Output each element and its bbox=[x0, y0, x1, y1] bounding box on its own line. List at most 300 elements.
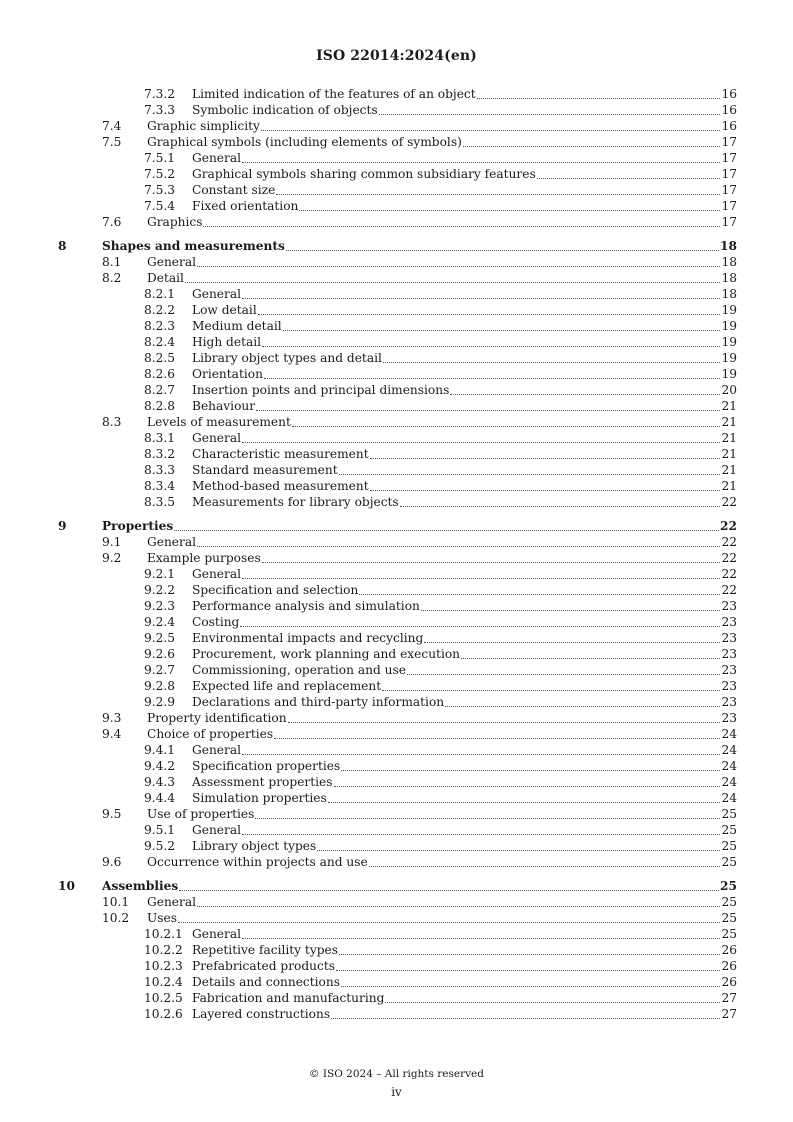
toc-entry-page: 21 bbox=[721, 399, 737, 413]
dot-leader bbox=[242, 834, 720, 835]
toc-entry[interactable] bbox=[0, 134, 793, 150]
toc-entry-title: Specification properties bbox=[192, 759, 341, 773]
toc-entry-page: 24 bbox=[721, 759, 737, 773]
toc-entry-title-line bbox=[192, 662, 737, 678]
toc-entry-number: 7.6 bbox=[102, 215, 122, 229]
toc-entry-number: 8 bbox=[58, 239, 67, 253]
toc-entry-page: 18 bbox=[720, 239, 737, 253]
dot-leader bbox=[262, 346, 720, 347]
dot-leader bbox=[274, 738, 720, 739]
toc-entry-page: 19 bbox=[721, 303, 737, 317]
toc-entry-number: 9.2.4 bbox=[144, 615, 176, 629]
toc-entry[interactable] bbox=[0, 910, 793, 926]
toc-entry[interactable] bbox=[0, 86, 793, 102]
toc-entry-page: 16 bbox=[721, 103, 737, 117]
toc-entry-page: 19 bbox=[721, 367, 737, 381]
toc-entry-title-line bbox=[102, 238, 737, 254]
dot-leader bbox=[178, 922, 720, 923]
toc-entry-title: Uses bbox=[147, 911, 177, 925]
dot-leader bbox=[174, 530, 719, 531]
toc-entry-title: Use of properties bbox=[147, 807, 255, 821]
toc-entry-number: 8.3 bbox=[102, 415, 122, 429]
toc-entry-page: 17 bbox=[721, 167, 737, 181]
toc-entry-title-line bbox=[192, 318, 737, 334]
toc-entry-page: 22 bbox=[721, 567, 737, 581]
toc-entry-number: 10.2.3 bbox=[144, 959, 183, 973]
toc-entry-title-line bbox=[192, 86, 737, 102]
toc-entry[interactable] bbox=[0, 302, 793, 318]
toc-entry-title-line bbox=[192, 398, 737, 414]
toc-entry-page: 25 bbox=[721, 911, 737, 925]
dot-leader bbox=[370, 490, 721, 491]
toc-entry-page: 22 bbox=[721, 495, 737, 509]
toc-entry-title: General bbox=[192, 287, 241, 301]
dot-leader bbox=[283, 330, 721, 331]
toc-entry-title: Occurrence within projects and use bbox=[147, 855, 368, 869]
toc-entry-number: 9.4.3 bbox=[144, 775, 176, 789]
toc-entry-title: Performance analysis and simulation bbox=[192, 599, 420, 613]
toc-entry-title-line bbox=[192, 366, 737, 382]
toc-entry-page: 25 bbox=[721, 839, 737, 853]
dot-leader bbox=[255, 818, 720, 819]
toc-entry-number: 10.2.5 bbox=[144, 991, 183, 1005]
toc-entry-number: 9.2.5 bbox=[144, 631, 176, 645]
toc-entry-title-line bbox=[147, 534, 737, 550]
toc-entry-page: 21 bbox=[721, 479, 737, 493]
toc-entry-page: 16 bbox=[721, 87, 737, 101]
toc-entry-number: 8.2.2 bbox=[144, 303, 176, 317]
toc-entry-title: Constant size bbox=[192, 183, 276, 197]
toc-entry-page: 25 bbox=[721, 807, 737, 821]
dot-leader bbox=[240, 626, 720, 627]
dot-leader bbox=[185, 282, 721, 283]
toc-entry-title: Characteristic measurement bbox=[192, 447, 369, 461]
toc-entry-page: 24 bbox=[721, 727, 737, 741]
toc-entry-page: 24 bbox=[721, 775, 737, 789]
toc-chapter-entry[interactable] bbox=[0, 238, 793, 254]
toc-entry-title-line bbox=[192, 334, 737, 350]
toc-entry-page: 26 bbox=[721, 943, 737, 957]
toc-entry-title: Standard measurement bbox=[192, 463, 338, 477]
toc-entry-title: Graphical symbols (including elements of symbols) bbox=[147, 135, 462, 149]
toc-entry-title: Library object types and detail bbox=[192, 351, 382, 365]
toc-entry[interactable] bbox=[0, 598, 793, 614]
toc-entry-title: Properties bbox=[102, 519, 174, 533]
toc-entry-number: 8.2 bbox=[102, 271, 122, 285]
toc-entry-number: 9.2.9 bbox=[144, 695, 176, 709]
toc-entry-title: General bbox=[147, 895, 196, 909]
dot-leader bbox=[264, 378, 721, 379]
toc-entry-number: 9.2.3 bbox=[144, 599, 176, 613]
toc-entry-page: 21 bbox=[721, 431, 737, 445]
dot-leader bbox=[445, 706, 720, 707]
toc-entry-page: 22 bbox=[721, 551, 737, 565]
toc-entry-title-line bbox=[192, 990, 737, 1006]
toc-entry-title-line bbox=[147, 118, 737, 134]
toc-entry[interactable] bbox=[0, 990, 793, 1006]
dot-leader bbox=[276, 194, 720, 195]
toc-entry[interactable] bbox=[0, 462, 793, 478]
toc-entry-page: 18 bbox=[721, 255, 737, 269]
toc-entry[interactable] bbox=[0, 334, 793, 350]
toc-entry-title-line bbox=[147, 894, 737, 910]
toc-entry[interactable] bbox=[0, 926, 793, 942]
toc-entry-page: 25 bbox=[721, 927, 737, 941]
toc-entry-title: Measurements for library objects bbox=[192, 495, 399, 509]
toc-entry[interactable] bbox=[0, 102, 793, 118]
toc-entry-title: Method-based measurement bbox=[192, 479, 369, 493]
toc-entry[interactable] bbox=[0, 630, 793, 646]
toc-entry-title-line bbox=[192, 974, 737, 990]
dot-leader bbox=[359, 594, 720, 595]
toc-entry[interactable] bbox=[0, 254, 793, 270]
toc-entry-title: Simulation properties bbox=[192, 791, 327, 805]
dot-leader bbox=[261, 130, 721, 131]
toc-entry[interactable] bbox=[0, 790, 793, 806]
toc-entry-number: 8.2.1 bbox=[144, 287, 176, 301]
toc-entry-number: 9.4.2 bbox=[144, 759, 176, 773]
dot-leader bbox=[288, 722, 721, 723]
toc-entry[interactable] bbox=[0, 150, 793, 166]
toc-entry-number: 10.2.1 bbox=[144, 927, 183, 941]
toc-entry-page: 23 bbox=[721, 599, 737, 613]
toc-entry-title: Limited indication of the features of an object bbox=[192, 87, 476, 101]
toc-entry-title: Commissioning, operation and use bbox=[192, 663, 406, 677]
dot-leader bbox=[450, 394, 720, 395]
toc-entry-title-line bbox=[147, 854, 737, 870]
toc-entry[interactable] bbox=[0, 710, 793, 726]
toc-entry-page: 26 bbox=[721, 959, 737, 973]
toc-entry-title: General bbox=[192, 823, 241, 837]
toc-entry[interactable] bbox=[0, 758, 793, 774]
toc-entry-title: Orientation bbox=[192, 367, 263, 381]
dot-leader bbox=[383, 362, 721, 363]
toc-entry-title: General bbox=[147, 255, 196, 269]
toc-entry-title: Graphics bbox=[147, 215, 203, 229]
toc-entry-title-line bbox=[192, 678, 737, 694]
dot-leader bbox=[242, 754, 720, 755]
toc-entry-page: 18 bbox=[721, 287, 737, 301]
dot-leader bbox=[341, 986, 720, 987]
toc-entry[interactable] bbox=[0, 774, 793, 790]
toc-entry[interactable] bbox=[0, 398, 793, 414]
toc-entry-page: 23 bbox=[721, 615, 737, 629]
dot-leader bbox=[477, 98, 721, 99]
toc-entry-number: 8.2.8 bbox=[144, 399, 176, 413]
toc-entry-page: 24 bbox=[721, 743, 737, 757]
toc-entry-number: 9.2.7 bbox=[144, 663, 176, 677]
toc-entry-title: General bbox=[192, 927, 241, 941]
toc-entry[interactable] bbox=[0, 582, 793, 598]
toc-entry-title-line bbox=[192, 350, 737, 366]
toc-entry-title: Assemblies bbox=[102, 879, 179, 893]
toc-entry[interactable] bbox=[0, 742, 793, 758]
dot-leader bbox=[317, 850, 720, 851]
toc-entry-page: 17 bbox=[721, 199, 737, 213]
toc-entry-page: 17 bbox=[721, 215, 737, 229]
toc-entry-title: Details and connections bbox=[192, 975, 340, 989]
toc-entry[interactable] bbox=[0, 318, 793, 334]
toc-entry-title-line bbox=[147, 414, 737, 430]
toc-entry-title-line bbox=[147, 910, 737, 926]
dot-leader bbox=[463, 146, 721, 147]
toc-entry-number: 9.2.8 bbox=[144, 679, 176, 693]
toc-entry-page: 25 bbox=[721, 823, 737, 837]
toc-entry-page: 19 bbox=[721, 335, 737, 349]
toc-entry-number: 9.5 bbox=[102, 807, 122, 821]
toc-entry-number: 10 bbox=[58, 879, 75, 893]
toc-entry-title: Environmental impacts and recycling bbox=[192, 631, 424, 645]
toc-chapter-entry[interactable] bbox=[0, 518, 793, 534]
toc-entry-title-line bbox=[147, 134, 737, 150]
toc-entry-title: High detail bbox=[192, 335, 262, 349]
toc-entry-title: Choice of properties bbox=[147, 727, 274, 741]
toc-entry-number: 7.3.2 bbox=[144, 87, 176, 101]
toc-entry-title: Behaviour bbox=[192, 399, 256, 413]
toc-entry[interactable] bbox=[0, 214, 793, 230]
toc-entry-number: 8.2.6 bbox=[144, 367, 176, 381]
toc-entry-page: 24 bbox=[721, 791, 737, 805]
toc-entry[interactable] bbox=[0, 1006, 793, 1022]
toc-entry-page: 17 bbox=[721, 183, 737, 197]
toc-entry-title: General bbox=[192, 743, 241, 757]
dot-leader bbox=[179, 890, 719, 891]
dot-leader bbox=[385, 1002, 720, 1003]
toc-entry[interactable] bbox=[0, 974, 793, 990]
toc-entry-number: 10.2.2 bbox=[144, 943, 183, 957]
toc-entry[interactable] bbox=[0, 894, 793, 910]
toc-entry-page: 23 bbox=[721, 631, 737, 645]
toc-entry[interactable] bbox=[0, 854, 793, 870]
dot-leader bbox=[242, 298, 720, 299]
toc-entry-title-line bbox=[192, 462, 737, 478]
toc-entry[interactable] bbox=[0, 550, 793, 566]
toc-entry-title: Low detail bbox=[192, 303, 257, 317]
toc-entry-number: 9.6 bbox=[102, 855, 122, 869]
toc-entry[interactable] bbox=[0, 694, 793, 710]
toc-entry-number: 10.2.6 bbox=[144, 1007, 183, 1021]
toc-entry-number: 8.3.5 bbox=[144, 495, 176, 509]
dot-leader bbox=[424, 642, 720, 643]
toc-entry-title-line bbox=[192, 198, 737, 214]
dot-leader bbox=[197, 266, 720, 267]
toc-entry-number: 7.5.2 bbox=[144, 167, 176, 181]
toc-entry[interactable] bbox=[0, 414, 793, 430]
toc-entry-title-line bbox=[192, 102, 737, 118]
toc-entry-title-line bbox=[192, 446, 737, 462]
toc-entry-title-line bbox=[192, 182, 737, 198]
toc-entry[interactable] bbox=[0, 198, 793, 214]
toc-entry[interactable] bbox=[0, 646, 793, 662]
toc-entry-number: 9.2.2 bbox=[144, 583, 176, 597]
toc-entry[interactable] bbox=[0, 942, 793, 958]
toc-entry-page: 26 bbox=[721, 975, 737, 989]
toc-entry[interactable] bbox=[0, 350, 793, 366]
toc-entry-title: Insertion points and principal dimensions bbox=[192, 383, 450, 397]
page-number: iv bbox=[391, 1085, 402, 1099]
dot-leader bbox=[369, 866, 721, 867]
toc-entry[interactable] bbox=[0, 678, 793, 694]
toc-entry-title: Prefabricated products bbox=[192, 959, 336, 973]
toc-entry-page: 18 bbox=[721, 271, 737, 285]
toc-entry-page: 23 bbox=[721, 663, 737, 677]
toc-entry[interactable] bbox=[0, 838, 793, 854]
toc-entry[interactable] bbox=[0, 118, 793, 134]
toc-entry[interactable] bbox=[0, 534, 793, 550]
toc-entry-number: 10.2 bbox=[102, 911, 130, 925]
toc-entry-page: 20 bbox=[721, 383, 737, 397]
toc-entry-title: Shapes and measurements bbox=[102, 239, 285, 253]
toc-entry-title: General bbox=[192, 151, 241, 165]
toc-entry-title: Graphic simplicity bbox=[147, 119, 260, 133]
toc-entry[interactable] bbox=[0, 614, 793, 630]
toc-entry-page: 17 bbox=[721, 151, 737, 165]
toc-entry-number: 9.4.4 bbox=[144, 791, 176, 805]
toc-entry-title-line bbox=[192, 774, 737, 790]
toc-entry-number: 7.5.4 bbox=[144, 199, 176, 213]
toc-entry-page: 19 bbox=[721, 319, 737, 333]
dot-leader bbox=[370, 458, 721, 459]
dot-leader bbox=[203, 226, 720, 227]
dot-leader bbox=[421, 610, 721, 611]
toc-entry-number: 8.3.2 bbox=[144, 447, 176, 461]
toc-entry[interactable] bbox=[0, 822, 793, 838]
toc-entry-number: 9.2 bbox=[102, 551, 122, 565]
toc-entry-title-line bbox=[192, 582, 737, 598]
toc-entry-page: 23 bbox=[721, 695, 737, 709]
dot-leader bbox=[256, 410, 720, 411]
toc-entry-title: Medium detail bbox=[192, 319, 282, 333]
toc-entry-title-line bbox=[192, 694, 737, 710]
toc-entry-title-line bbox=[192, 838, 737, 854]
toc-entry-page: 25 bbox=[721, 895, 737, 909]
toc-entry[interactable] bbox=[0, 478, 793, 494]
toc-entry-title-line bbox=[192, 790, 737, 806]
dot-leader bbox=[331, 1018, 720, 1019]
toc-chapter-entry[interactable] bbox=[0, 878, 793, 894]
toc-entry-page: 16 bbox=[721, 119, 737, 133]
toc-entry-number: 7.3.3 bbox=[144, 103, 176, 117]
toc-entry[interactable] bbox=[0, 446, 793, 462]
toc-entry[interactable] bbox=[0, 726, 793, 742]
toc-entry-title-line bbox=[147, 254, 737, 270]
toc-entry-page: 17 bbox=[721, 135, 737, 149]
toc-entry-title: Detail bbox=[147, 271, 184, 285]
dot-leader bbox=[286, 250, 719, 251]
toc-entry-page: 27 bbox=[721, 991, 737, 1005]
toc-entry-title-line bbox=[192, 150, 737, 166]
toc-entry-number: 9.2.6 bbox=[144, 647, 176, 661]
toc-entry-title: Layered constructions bbox=[192, 1007, 331, 1021]
toc-entry[interactable] bbox=[0, 366, 793, 382]
dot-leader bbox=[299, 210, 720, 211]
toc-entry-number: 9 bbox=[58, 519, 67, 533]
dot-leader bbox=[242, 442, 720, 443]
toc-entry-title: Property identification bbox=[147, 711, 287, 725]
toc-entry[interactable] bbox=[0, 806, 793, 822]
toc-entry-title-line bbox=[192, 598, 737, 614]
toc-entry-title: Fixed orientation bbox=[192, 199, 299, 213]
toc-entry-title-line bbox=[192, 494, 737, 510]
toc-entry-number: 9.5.2 bbox=[144, 839, 176, 853]
toc-entry-page: 22 bbox=[721, 583, 737, 597]
dot-leader bbox=[292, 426, 721, 427]
toc-entry[interactable] bbox=[0, 430, 793, 446]
toc-entry-title-line bbox=[192, 646, 737, 662]
toc-entry-page: 23 bbox=[721, 679, 737, 693]
toc-entry-title-line bbox=[192, 958, 737, 974]
toc-entry[interactable] bbox=[0, 662, 793, 678]
toc-entry[interactable] bbox=[0, 958, 793, 974]
dot-leader bbox=[328, 802, 721, 803]
toc-entry-title-line bbox=[192, 942, 737, 958]
toc-entry-title: Graphical symbols sharing common subsidiary features bbox=[192, 167, 536, 181]
dot-leader bbox=[379, 114, 721, 115]
dot-leader bbox=[258, 314, 721, 315]
toc-entry-title-line bbox=[192, 478, 737, 494]
toc-entry-number: 10.2.4 bbox=[144, 975, 183, 989]
toc-entry-page: 25 bbox=[721, 855, 737, 869]
toc-entry-title-line bbox=[192, 382, 737, 398]
toc-entry-page: 23 bbox=[721, 711, 737, 725]
toc-entry-title: Levels of measurement bbox=[147, 415, 291, 429]
toc-entry-title-line bbox=[192, 630, 737, 646]
toc-entry-title-line bbox=[192, 566, 737, 582]
toc-entry-number: 8.2.4 bbox=[144, 335, 176, 349]
toc-entry[interactable] bbox=[0, 566, 793, 582]
toc-entry-title-line bbox=[192, 302, 737, 318]
toc-entry-title-line bbox=[147, 550, 737, 566]
toc-entry-page: 19 bbox=[721, 351, 737, 365]
toc-entry[interactable] bbox=[0, 166, 793, 182]
dot-leader bbox=[242, 938, 720, 939]
toc-entry[interactable] bbox=[0, 270, 793, 286]
toc-entry-title-line bbox=[147, 214, 737, 230]
dot-leader bbox=[197, 546, 720, 547]
toc-entry[interactable] bbox=[0, 286, 793, 302]
dot-leader bbox=[197, 906, 720, 907]
toc-entry-page: 22 bbox=[720, 519, 737, 533]
toc-entry-number: 7.5.1 bbox=[144, 151, 176, 165]
toc-entry[interactable] bbox=[0, 382, 793, 398]
toc-entry-title: General bbox=[192, 431, 241, 445]
toc-entry-number: 9.4.1 bbox=[144, 743, 176, 757]
dot-leader bbox=[242, 578, 720, 579]
toc-entry-number: 8.2.5 bbox=[144, 351, 176, 365]
toc-entry-title: Costing bbox=[192, 615, 240, 629]
dot-leader bbox=[537, 178, 721, 179]
dot-leader bbox=[400, 506, 721, 507]
dot-leader bbox=[407, 674, 721, 675]
toc-entry-title: Library object types bbox=[192, 839, 317, 853]
toc-entry-number: 9.1 bbox=[102, 535, 122, 549]
toc-entry-title: Fabrication and manufacturing bbox=[192, 991, 385, 1005]
toc-entry-page: 25 bbox=[720, 879, 737, 893]
toc-entry-title-line bbox=[147, 270, 737, 286]
toc-entry-title: Example purposes bbox=[147, 551, 261, 565]
toc-entry-page: 21 bbox=[721, 415, 737, 429]
toc-entry-title: Repetitive facility types bbox=[192, 943, 338, 957]
toc-entry-page: 27 bbox=[721, 1007, 737, 1021]
toc-entry[interactable] bbox=[0, 494, 793, 510]
toc-entry-number: 8.3.1 bbox=[144, 431, 176, 445]
toc-entry-title: Declarations and third-party information bbox=[192, 695, 445, 709]
toc-entry-title-line bbox=[192, 614, 737, 630]
dot-leader bbox=[382, 690, 720, 691]
toc-entry[interactable] bbox=[0, 182, 793, 198]
page-header: ISO 22014:2024(en) bbox=[316, 48, 477, 64]
toc-entry-title-line bbox=[192, 822, 737, 838]
